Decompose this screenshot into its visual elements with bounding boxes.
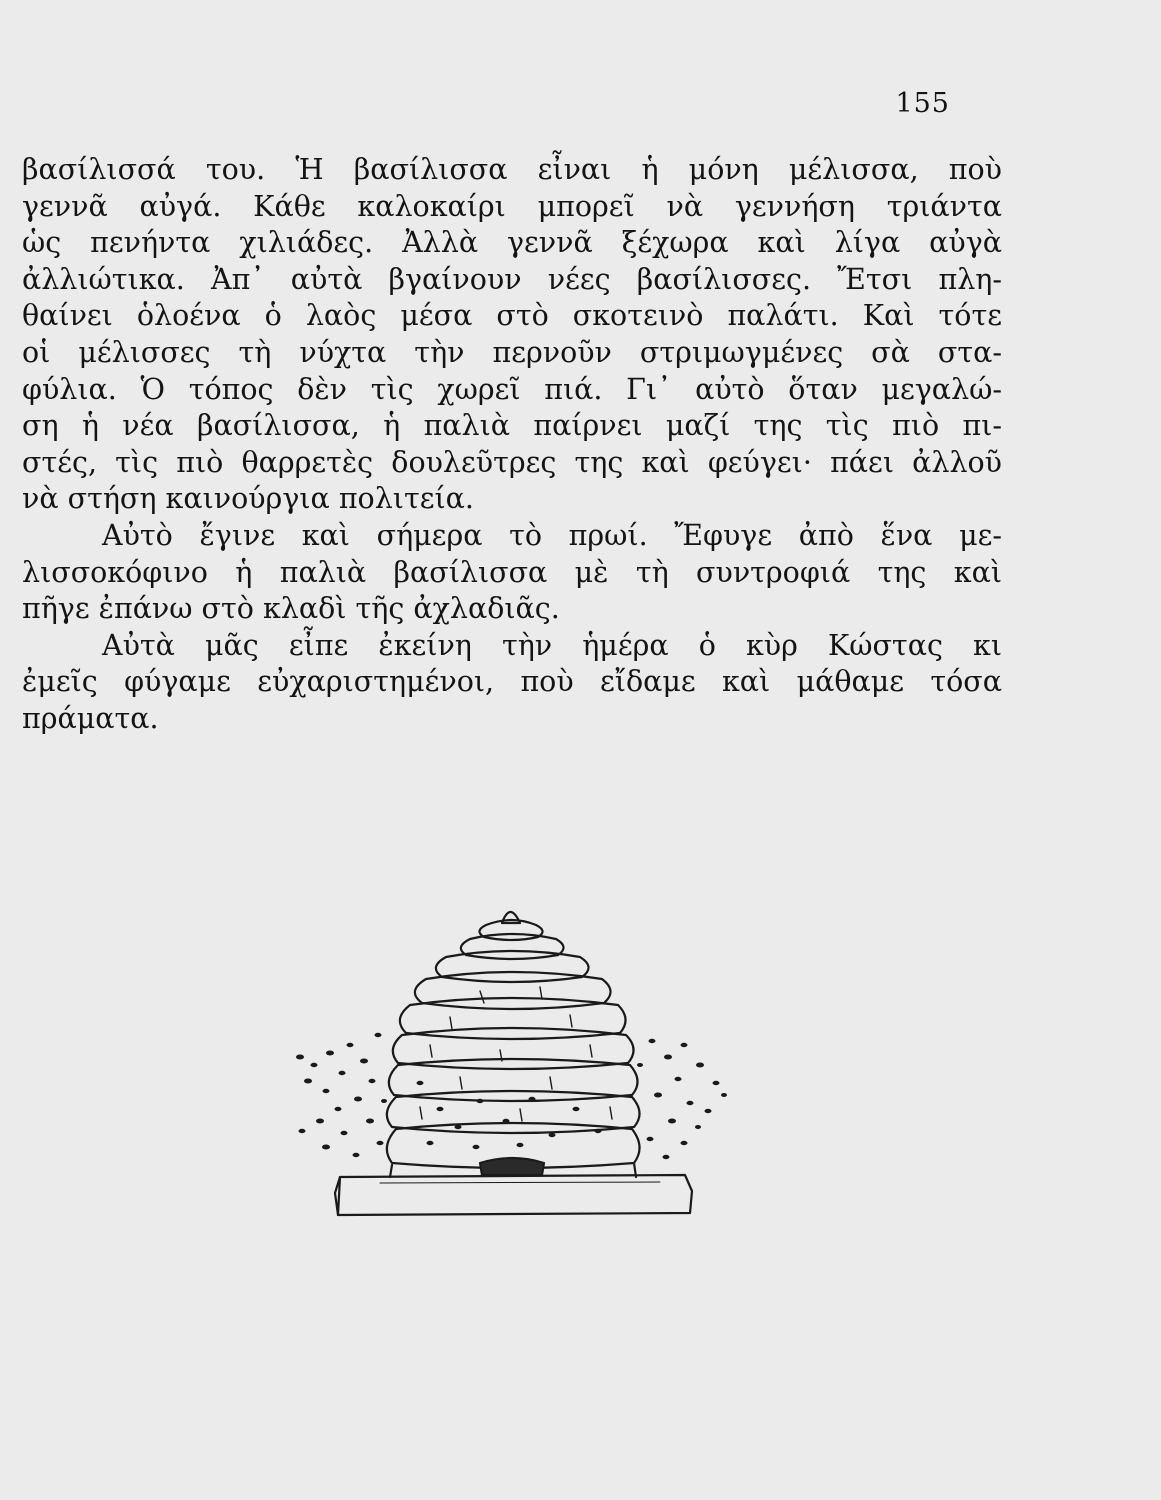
- text-line: βασίλισσά του. Ἡ βασίλισσα εἶναι ἡ μόνη μέλισσα, ποὺ: [22, 153, 1002, 186]
- text-line: Αὐτὰ μᾶς εἶπε ἐκείνη τὴν ἡμέρα ὁ κὺρ Κώστας κι: [102, 628, 1002, 662]
- hive-coil: [436, 951, 589, 982]
- beehive-illustration: [280, 895, 740, 1235]
- text-line: θαίνει ὁλοένα ὁ λαὸς μέσα στὸ σκοτεινὸ παλάτι. Καὶ τότε: [22, 299, 1002, 333]
- text-line: οἱ μέλισσες τὴ νύχτα τὴν περνοῦν στριμωγμένες σὰ στα-: [22, 335, 1002, 369]
- body-text: [22, 152, 1002, 738]
- hive-coil: [461, 934, 564, 959]
- text-line: ἐμεῖς φύγαμε εὐχαριστημένοι, ποὺ εἴδαμε καὶ μάθαμε τόσα: [22, 665, 1002, 699]
- text-line: ἀλλιώτικα. Ἀπ᾿ αὐτὰ βγαίνουν νέες βασίλισσες. Ἔτσι πλη-: [22, 262, 1002, 296]
- text-line: Αὐτὸ ἔγινε καὶ σήμερα τὸ πρωί. Ἔφυγε ἀπὸ ἕνα με-: [102, 518, 1002, 552]
- hive-entrance: [480, 1158, 544, 1175]
- text-line: πῆγε ἐπάνω στὸ κλαδὶ τῆς ἀχλαδιᾶς.: [22, 592, 560, 626]
- text-line: ση ἡ νέα βασίλισσα, ἡ παλιὰ παίρνει μαζί της τὶς πιὸ πι-: [22, 409, 1002, 443]
- text-line: γεννᾶ αὐγά. Κάθε καλοκαίρι μπορεῖ νὰ γεννήση τριάντα: [22, 189, 1002, 223]
- text-line: φύλια. Ὁ τόπος δὲν τὶς χωρεῖ πιά. Γι᾿ αὐτὸ ὅταν μεγαλώ-: [22, 372, 1002, 406]
- bee-swarm: [296, 1033, 727, 1159]
- page-number: 155: [895, 88, 950, 119]
- text-line: πράματα.: [22, 701, 159, 735]
- beehive-icon: [280, 895, 740, 1235]
- text-line: νὰ στήση καινούργια πολιτεία.: [22, 482, 474, 516]
- text-line: στές, τὶς πιὸ θαρρετὲς δουλεῦτρες της καὶ φεύγει· πάει ἀλλοῦ: [22, 445, 1002, 479]
- text-line: λισσοκόφινο ἡ παλιὰ βασίλισσα μὲ τὴ συντροφιά της καὶ: [22, 555, 1002, 589]
- text-line: ὡς πενήντα χιλιάδες. Ἀλλὰ γεννᾶ ξέχωρα καὶ λίγα αὐγὰ: [22, 226, 1002, 260]
- hive-base-plank: [335, 1175, 692, 1215]
